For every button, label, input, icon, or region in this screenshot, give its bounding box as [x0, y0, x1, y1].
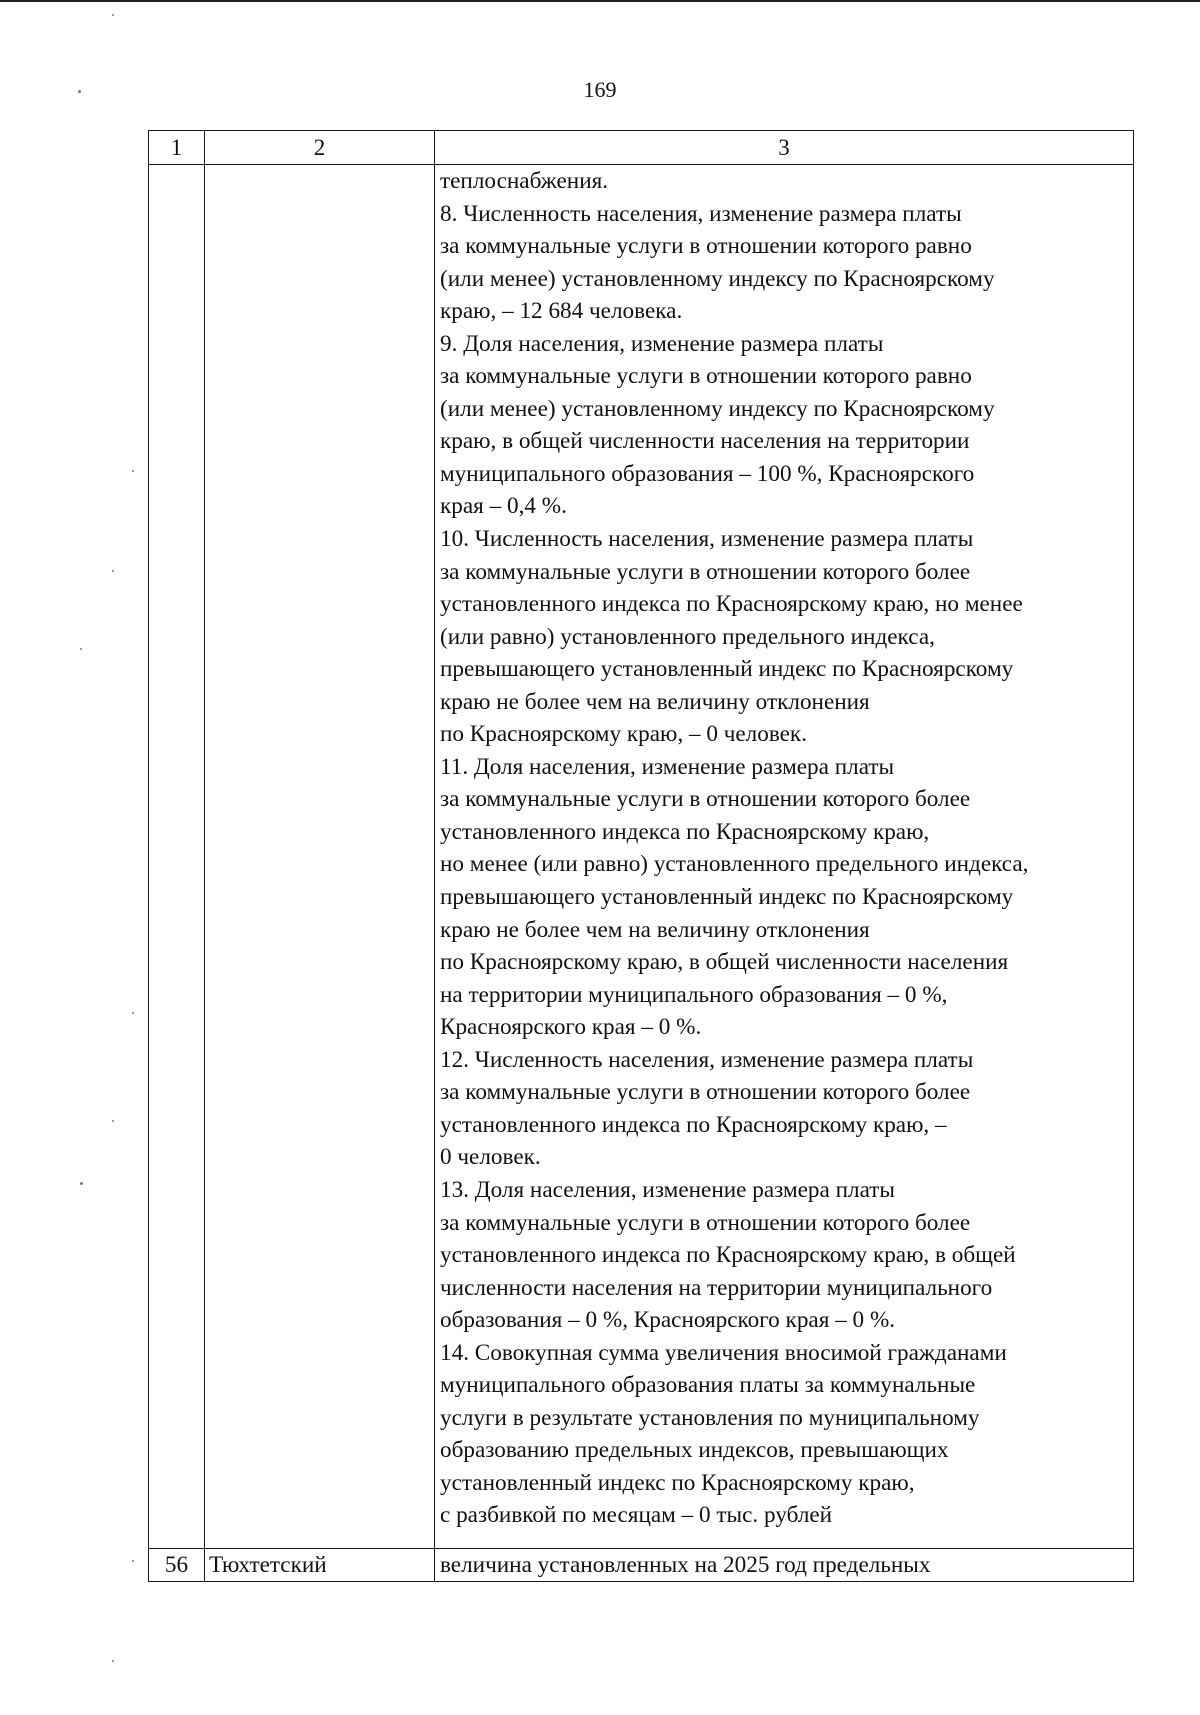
- indicator-line: 13. Доля населения, изменение размера платы: [440, 1176, 895, 1203]
- indicator-line: установленного индекса по Красноярскому краю, в общей: [440, 1242, 1016, 1269]
- indicator-line: услуги в результате установления по муниципальному: [440, 1404, 980, 1431]
- indicator-line: за коммунальные услуги в отношении которого более: [440, 1209, 971, 1236]
- indicator-line: установленный индекс по Красноярскому краю,: [440, 1469, 915, 1496]
- indicator-line: краю не более чем на величину отклонения: [440, 916, 870, 943]
- row-number: 56: [149, 1549, 205, 1582]
- indicator-line: (или менее) установленному индексу по Красноярскому: [440, 395, 995, 422]
- row-number-cell: [149, 165, 205, 1549]
- indicator-line: муниципального образования – 100 %, Красноярского: [440, 460, 975, 487]
- indicator-line: установленного индекса по Красноярскому краю, –: [440, 1111, 947, 1138]
- scan-speck: [112, 14, 114, 16]
- indicator-line: установленного индекса по Красноярскому краю,: [440, 818, 930, 845]
- table-row: [149, 165, 1134, 1549]
- scan-speck: [112, 570, 114, 572]
- scan-speck: [80, 1182, 83, 1185]
- indicator-line: за коммунальные услуги в отношении которого более: [440, 558, 971, 585]
- indicator-line: с разбивкой по месяцам – 0 тыс. рублей: [440, 1502, 833, 1529]
- header-col-3: 3: [435, 131, 1134, 165]
- scan-speck: [78, 90, 81, 93]
- indicator-line: 9. Доля населения, изменение размера платы: [440, 330, 884, 357]
- scan-speck: [132, 470, 134, 472]
- indicator-line: 10. Численность населения, изменение размера платы: [440, 526, 974, 553]
- indicator-line: края – 0,4 %.: [440, 493, 567, 520]
- indicator-line: превышающего установленный индекс по Красноярскому: [440, 656, 1014, 683]
- scan-speck: [80, 648, 82, 650]
- indicator-line: 8. Численность населения, изменение размера платы: [440, 200, 962, 227]
- indicator-line: Красноярского края – 0 %.: [440, 1014, 702, 1041]
- indicator-line: (или равно) установленного предельного индекса,: [440, 623, 935, 650]
- indicator-line: муниципального образования платы за коммунальные: [440, 1372, 976, 1399]
- header-col-2: 2: [205, 131, 435, 165]
- indicator-line: установленного индекса по Красноярскому краю, но менее: [440, 591, 1023, 618]
- indicator-line: образованию предельных индексов, превышающих: [440, 1437, 949, 1464]
- indicator-line: за коммунальные услуги в отношении которого более: [440, 1079, 971, 1106]
- indicator-text: [440, 165, 1133, 1532]
- indicators-cell: [435, 165, 1134, 1549]
- indicator-line: образования – 0 %, Красноярского края – 0 %.: [440, 1307, 896, 1334]
- indicator-line: 12. Численность населения, изменение размера платы: [440, 1046, 974, 1073]
- indicator-line: (или менее) установленному индексу по Красноярскому: [440, 265, 995, 292]
- scan-speck: [112, 1660, 114, 1662]
- indicator-text-start: величина установленных на 2025 год предельных: [435, 1549, 1134, 1582]
- indicator-line: краю, – 12 684 человека.: [440, 298, 683, 325]
- region-name: Тюхтетский: [205, 1549, 435, 1582]
- indicator-line: 0 человек.: [440, 1144, 541, 1171]
- scan-speck: [132, 1560, 134, 1562]
- table-row: [149, 1549, 1134, 1582]
- table-header-row: [149, 131, 1134, 165]
- indicator-line: по Красноярскому краю, – 0 человек.: [440, 721, 807, 748]
- indicator-line: за коммунальные услуги в отношении которого более: [440, 786, 971, 813]
- indicator-line: превышающего установленный индекс по Красноярскому: [440, 884, 1014, 911]
- scan-speck: [132, 1012, 134, 1014]
- scan-speck: [112, 1120, 114, 1122]
- indicator-line: на территории муниципального образования – 0 %,: [440, 981, 948, 1008]
- indicator-line: по Красноярскому краю, в общей численности населения: [440, 949, 1009, 976]
- region-cell: [205, 165, 435, 1549]
- indicator-line: но менее (или равно) установленного предельного индекса,: [440, 851, 1029, 878]
- page-number: 169: [583, 77, 617, 102]
- indicator-line: теплоснабжения.: [440, 168, 609, 194]
- indicator-line: за коммунальные услуги в отношении которого равно: [440, 363, 972, 390]
- indicator-line: краю, в общей численности населения на территории: [440, 428, 970, 455]
- indicator-line: 11. Доля населения, изменение размера платы: [440, 753, 895, 780]
- indicator-line: краю не более чем на величину отклонения: [440, 688, 870, 715]
- indicator-table: [148, 130, 1134, 1582]
- indicator-line: 14. Совокупная сумма увеличения вносимой гражданами: [440, 1339, 1007, 1366]
- top-border-line: [0, 0, 1200, 2]
- header-col-1: 1: [149, 131, 205, 165]
- indicator-line: численности населения на территории муниципального: [440, 1274, 993, 1301]
- indicator-line: за коммунальные услуги в отношении которого равно: [440, 233, 972, 260]
